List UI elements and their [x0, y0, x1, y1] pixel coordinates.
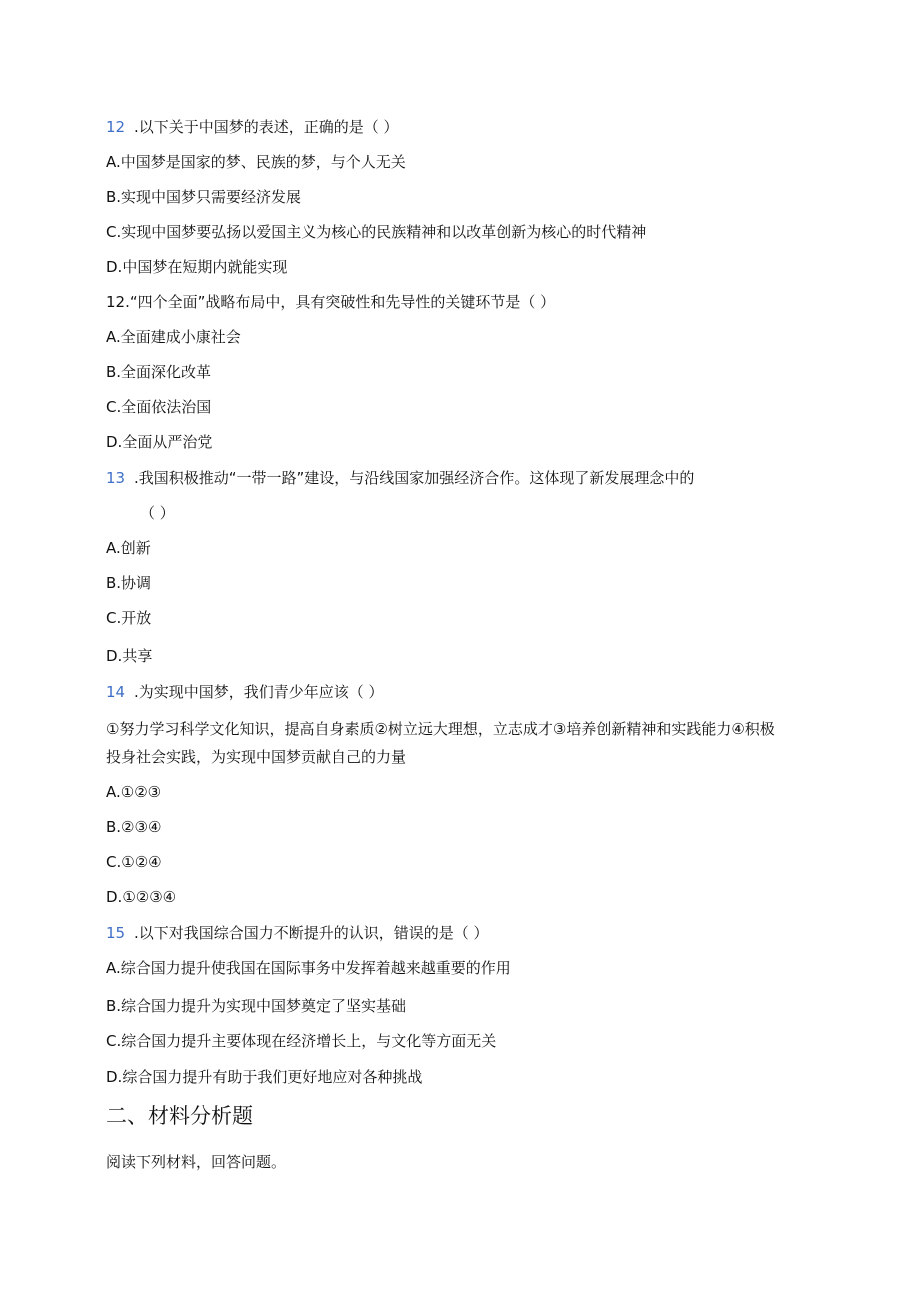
option-b: B.综合国力提升为实现中国梦奠定了坚实基础 [106, 997, 407, 1015]
option-d: D.综合国力提升有助于我们更好地应对各种挑战 [106, 1068, 423, 1086]
question-12b-stem [106, 292, 555, 312]
option-d: D.全面从严治党 [106, 433, 213, 451]
question-12a-stem [106, 117, 399, 137]
option-c: C.开放 [106, 609, 152, 627]
statement-line: ①努力学习科学文化知识，提高自身素质②树立远大理想，立志成才③培养创新精神和实践能力④积极 [106, 720, 775, 738]
option-c: C.综合国力提升主要体现在经济增长上，与文化等方面无关 [106, 1032, 497, 1050]
option-c: C.实现中国梦要弘扬以爱国主义为核心的民族精神和以改革创新为核心的时代精神 [106, 223, 647, 241]
option-d: D.①②③④ [106, 888, 177, 906]
section-intro: 阅读下列材料，回答问题。 [106, 1153, 287, 1171]
option-a: A.全面建成小康社会 [106, 328, 241, 346]
option-c: C.①②④ [106, 853, 162, 871]
question-text: .我国积极推动“一带一路”建设，与沿线国家加强经济合作。这体现了新发展理念中的 [134, 469, 695, 487]
option-b: B.全面深化改革 [106, 363, 212, 381]
option-a: A.①②③ [106, 783, 162, 801]
question-number: 15 [106, 924, 126, 942]
option-a: A.创新 [106, 539, 151, 557]
question-text: .以下对我国综合国力不断提升的认识，错误的是（ ） [134, 924, 489, 942]
question-13-stem [106, 468, 694, 488]
question-text: .以下关于中国梦的表述，正确的是（ ） [134, 118, 399, 136]
question-text: .为实现中国梦，我们青少年应该（ ） [134, 683, 384, 701]
question-number: 12. [106, 293, 130, 311]
section-title: 二、材料分析题 [106, 1104, 253, 1128]
question-text: “四个全面”战略布局中，具有突破性和先导性的关键环节是（ ） [129, 293, 556, 311]
question-13-blank: （ ） [140, 504, 175, 522]
question-14-stem [106, 682, 384, 702]
option-d: D.中国梦在短期内就能实现 [106, 258, 288, 276]
option-a: A.综合国力提升使我国在国际事务中发挥着越来越重要的作用 [106, 959, 511, 977]
question-number: 13 [106, 469, 126, 487]
option-d: D.共享 [106, 647, 153, 665]
option-c: C.全面依法治国 [106, 398, 212, 416]
option-b: B.协调 [106, 574, 152, 592]
question-15-stem [106, 923, 489, 943]
question-number: 12 [106, 118, 126, 136]
statement-line: 投身社会实践，为实现中国梦贡献自己的力量 [106, 748, 407, 766]
option-b: B.②③④ [106, 818, 162, 836]
option-b: B.实现中国梦只需要经济发展 [106, 188, 302, 206]
question-number: 14 [106, 683, 126, 701]
option-a: A.中国梦是国家的梦、民族的梦，与个人无关 [106, 153, 406, 171]
